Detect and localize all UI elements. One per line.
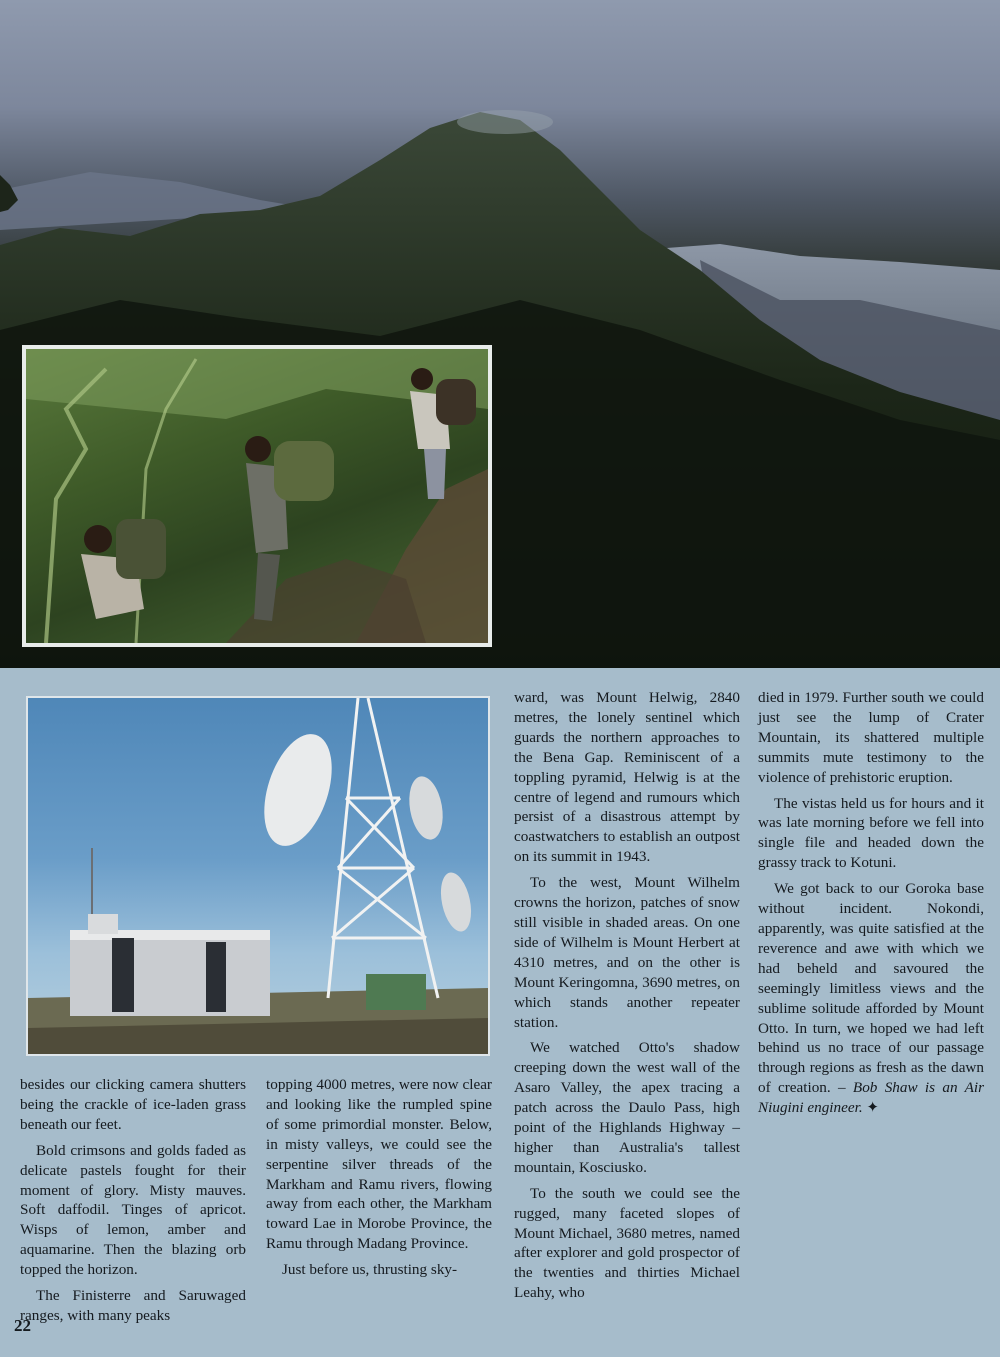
paragraph: died in 1979. Further south we could just see the lump of Crater Mountain, its shattered multiple summits mute testimony to the violence of prehistoric eruption. bbox=[758, 689, 984, 786]
dish-antenna-right bbox=[405, 774, 448, 843]
paragraph: Just before us, thrusting sky- bbox=[282, 1261, 458, 1279]
dish-antenna-large bbox=[252, 726, 345, 855]
article-column-3 bbox=[514, 688, 740, 1303]
page-number: 22 bbox=[14, 1316, 31, 1335]
paragraph-text: We got back to our Goroka base without incident. Nokondi, apparently, was quite satisfied at the reverence and awe with which we had beheld and savoured the seemingly limitless views and the sublime solitude afforded by Mount Otto. In turn, we hoped we had left behind us no trace of our passage through regions as fresh as the dawn of creation. bbox=[758, 880, 984, 1097]
paragraph: ward, was Mount Helwig, 2840 metres, the lonely sentinel which guards the northern approaches to the Bena Gap. Reminiscent of a toppling pyramid, Helwig is at the centre of legend and rumours which persist of a disastrous attempt by coastwatchers to establish an outpost on its summit in 1943. bbox=[514, 689, 740, 866]
mountain-summit-photo bbox=[0, 0, 1000, 668]
tower-illustration bbox=[28, 698, 488, 1054]
paragraph: To the south we could see the rugged, many faceted slopes of Mount Michael, 3680 metres, named after explorer and gold prospector of the twenties and thirties Michael Leahy, who bbox=[514, 1184, 740, 1302]
green-equipment-box bbox=[366, 974, 426, 1010]
article-column-2 bbox=[266, 1075, 492, 1280]
paragraph: The vistas held us for hours and it was late morning before we fell into single file and headed down the grassy track to Kotuni. bbox=[758, 794, 984, 872]
hikers-illustration bbox=[26, 349, 488, 643]
article-column-4 bbox=[758, 688, 984, 1118]
paragraph-final bbox=[758, 879, 984, 1118]
paragraph: topping 4000 metres, were now clear and looking like the rumpled spine of some primordial monster. Below, in misty valleys, we could see the serpentine silver threads of the Markham and Ramu rivers, flowing away from each other, the Markham toward Lae in Morobe Province, the Ramu through Madang Province. bbox=[266, 1076, 492, 1253]
hikers-on-trail-photo bbox=[22, 345, 492, 647]
end-mark-icon: ✦ bbox=[866, 1099, 880, 1117]
paragraph: To the west, Mount Wilhelm crowns the horizon, patches of snow still visible in shaded areas. On one side of Wilhelm is Mount Herbert at 4310 metres, and on the other is Mount Keringomna, 3690 metres, on which stands another repeater station. bbox=[514, 874, 740, 1031]
paragraph: Bold crimsons and golds faded as delicate pastels fought for their moment of glory. Misty mauves. Soft daffodil. Tinges of apricot. Wisps of lemon, amber and aquamarine. Then the blazing orb topped the horizon. bbox=[20, 1141, 246, 1279]
dish-antenna-lower bbox=[436, 870, 476, 935]
hiker-figure-3 bbox=[410, 368, 476, 499]
hiker-figure-1 bbox=[81, 519, 166, 619]
building-illustration bbox=[70, 848, 270, 1016]
paragraph: We watched Otto's shadow creeping down the west wall of the Asaro Valley, the apex tracing a patch across the Daulo Pass, high point of the Highlands Highway – higher than Australia's tallest mountain, Kosciusko. bbox=[514, 1039, 740, 1176]
repeater-station-tower-photo bbox=[26, 696, 490, 1056]
paragraph: besides our clicking camera shutters being the crackle of ice-laden grass beneath our feet. bbox=[20, 1076, 246, 1133]
author-byline: – Bob Shaw is an Air Niugini engineer. bbox=[758, 1079, 985, 1117]
article-column-1 bbox=[20, 1075, 246, 1326]
lattice-tower-illustration bbox=[328, 698, 438, 998]
paragraph: The Finisterre and Saruwaged ranges, with many peaks bbox=[20, 1287, 246, 1324]
